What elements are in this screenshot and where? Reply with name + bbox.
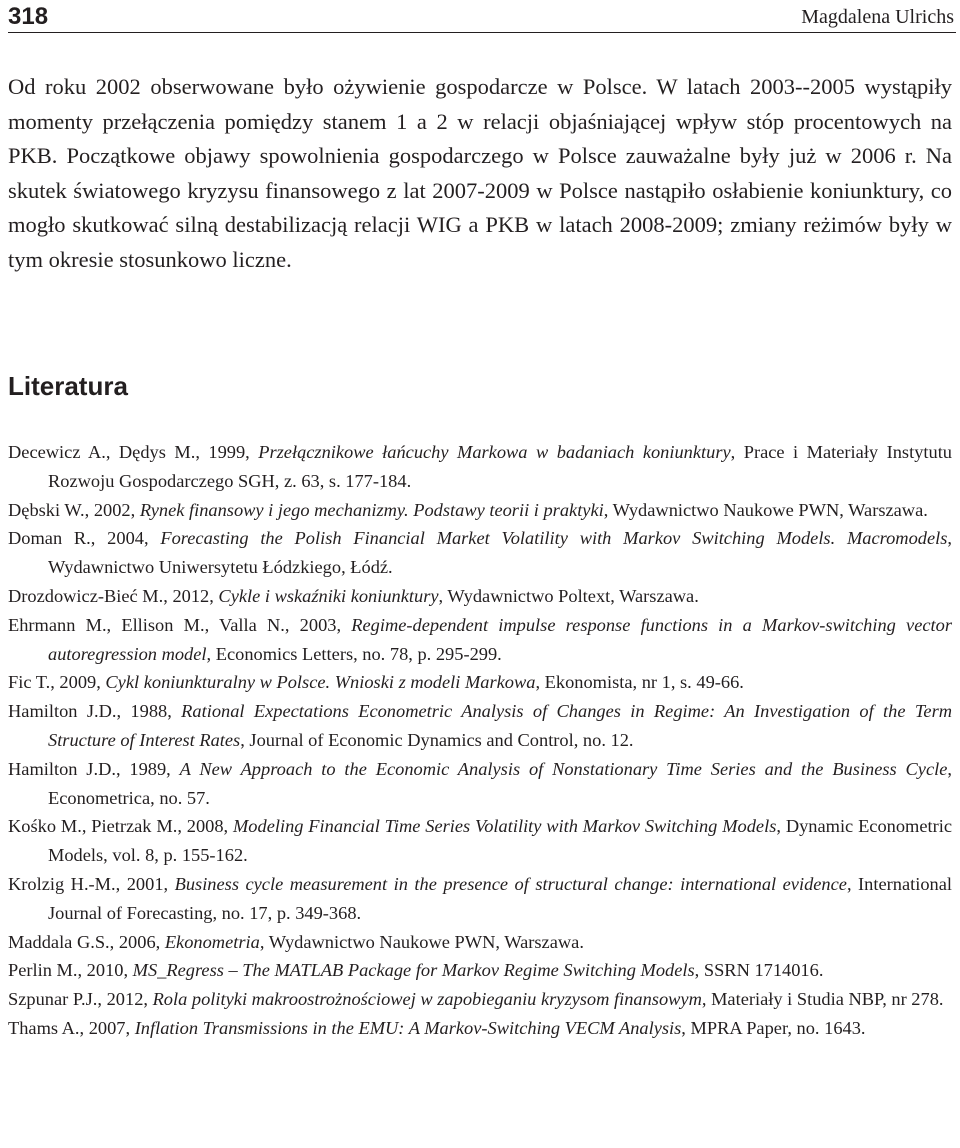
- page-number: 318: [8, 3, 49, 30]
- reference-entry: Doman R., 2004, Forecasting the Polish Financial Market Volatility with Markov Switching Models. Macromodels, Wydawnictwo Uniwersytetu Łódzkiego, Łódź.: [8, 528, 953, 578]
- reference-entry: Thams A., 2007, Inflation Transmissions in the EMU: A Markov-Switching VECM Analysis, MPRA Paper, no. 1643.: [8, 1017, 866, 1038]
- section-heading: Literatura: [8, 371, 128, 401]
- reference-entry: Perlin M., 2010, MS_Regress – The MATLAB Package for Markov Regime Switching Models, SSRN 1714016.: [8, 960, 824, 981]
- reference-entry: Kośko M., Pietrzak M., 2008, Modeling Financial Time Series Volatility with Markov Switching Models, Dynamic Econometric Models, vol. 8, p. 155-162.: [8, 816, 953, 866]
- reference-entry: Hamilton J.D., 1989, A New Approach to the Economic Analysis of Nonstationary Time Series and the Business Cycle, Econometrica, no. 57.: [8, 758, 952, 808]
- running-header-author: Magdalena Ulrichs: [801, 6, 954, 28]
- page-header: [8, 2, 956, 33]
- reference-entry: Fic T., 2009, Cykl koniunkturalny w Polsce. Wnioski z modeli Markowa, Ekonomista, nr 1, s. 49-66.: [8, 672, 744, 693]
- reference-entry: Szpunar P.J., 2012, Rola polityki makroostrożnościowej w zapobieganiu kryzysom finansowym, Materiały i Studia NBP, nr 278.: [8, 989, 944, 1010]
- reference-entry: Decewicz A., Dędys M., 1999, Przełącznikowe łańcuchy Markowa w badaniach koniunktury, Prace i Materiały Instytutu Rozwoju Gospodarczego SGH, z. 63, s. 177-184.: [8, 442, 952, 491]
- reference-entry: Ehrmann M., Ellison M., Valla N., 2003, Regime-dependent impulse response functions in a Markov-switching vector autoregression model, Economics Letters, no. 78, p. 295-299.: [8, 614, 953, 664]
- reference-entry: Dębski W., 2002, Rynek finansowy i jego mechanizmy. Podstawy teorii i praktyki, Wydawnictwo Naukowe PWN, Warszawa.: [8, 499, 928, 520]
- reference-list: [8, 438, 952, 1043]
- reference-entry: Krolzig H.-M., 2001, Business cycle measurement in the presence of structural change: international evidence, International Journal of Forecasting, no. 17, p. 349-368.: [8, 873, 953, 923]
- reference-entry: Drozdowicz-Bieć M., 2012, Cykle i wskaźniki koniunktury, Wydawnictwo Poltext, Warszawa.: [8, 585, 699, 606]
- reference-entry: Hamilton J.D., 1988, Rational Expectations Econometric Analysis of Changes in Regime: An Investigation of the Term Structure of Interest Rates, Journal of Economic Dynamics and Control, no. 12.: [8, 701, 953, 750]
- reference-entry: Maddala G.S., 2006, Ekonometria, Wydawnictwo Naukowe PWN, Warszawa.: [8, 931, 584, 952]
- body-paragraph: Od roku 2002 obserwowane było ożywienie gospodarcze w Polsce. W latach 2003--2005 wystąpiły momenty przełączenia pomiędzy stanem 1 a 2 w relacji objaśniającej wpływ stóp procentowych na PKB. Początkowe objawy spowolnienia gospodarczego w Polsce zauważalne były już w 2006 r. Na skutek światowego kryzysu finansowego z lat 2007-2009 w Polsce nastąpiło osłabienie koniunktury, co mogło skutkować silną destabilizacją relacji WIG a PKB w latach 2008-2009; zmiany reżimów były w tym okresie stosunkowo liczne.: [8, 74, 952, 272]
